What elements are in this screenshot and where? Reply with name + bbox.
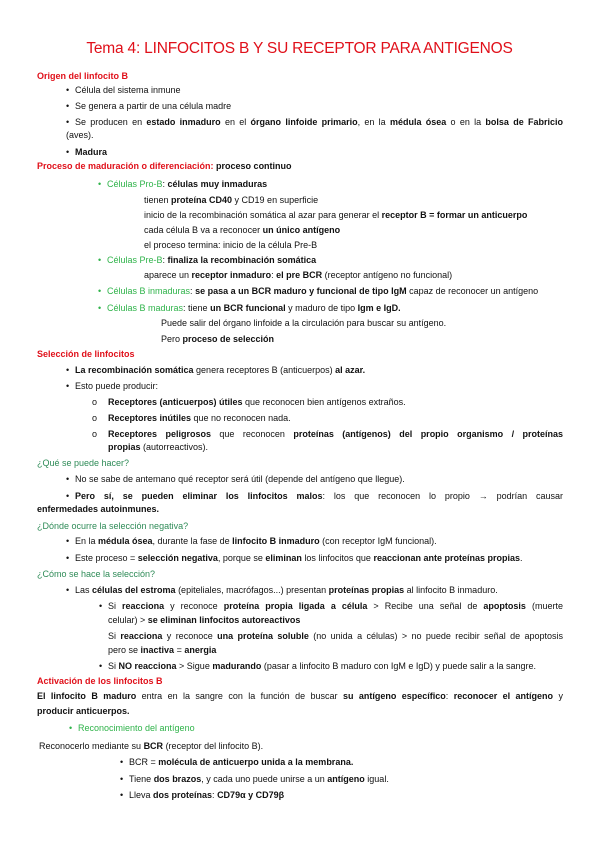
text-line-h-donde	[37, 520, 188, 532]
text-segment: y maduro de tipo	[285, 303, 358, 313]
bullet-icon: •	[98, 255, 102, 265]
bullet-icon: •	[99, 601, 103, 611]
text-segment: (aves).	[66, 130, 94, 140]
text-segment: se pasa a un BCR maduro y funcional de tipo IgM	[195, 286, 407, 296]
text-segment: el pre BCR	[276, 270, 323, 280]
bullet-icon: •	[99, 661, 103, 671]
text-segment: (epiteliales, macrófagos...) presentan	[175, 585, 329, 595]
text-segment: Pero	[161, 334, 183, 344]
text-segment: producir anticuerpos.	[37, 706, 130, 716]
text-segment: enfermedades autoinmunes.	[37, 504, 160, 514]
text-segment: y CD19 en superficie	[232, 195, 319, 205]
text-segment: (no unida a células) > no puede recibir señal de apoptosis	[308, 631, 563, 641]
text-segment: receptor inmaduro	[191, 270, 272, 280]
text-segment: órgano linfoide primario	[250, 117, 358, 127]
text-segment: Lleva	[129, 790, 154, 800]
text-segment: > Sigue	[176, 661, 213, 671]
text-line-d1	[66, 535, 437, 547]
text-segment: entra en la sangre con la función de buscar	[136, 691, 343, 701]
text-segment: Pero sí, se pueden eliminar los linfocitos malos	[75, 491, 323, 501]
text-line-p4	[98, 302, 401, 314]
text-segment: anergia	[184, 645, 217, 655]
text-segment: reacciona	[120, 631, 163, 641]
bullet-icon: •	[66, 117, 70, 127]
bullet-icon: •	[66, 474, 70, 484]
text-segment: que no reconocen nada.	[191, 413, 291, 423]
text-segment: : tiene	[183, 303, 211, 313]
text-line-c1b	[108, 630, 563, 642]
text-segment: selección negativa	[137, 553, 218, 563]
text-line-a3b	[120, 773, 389, 785]
text-line-a1b	[37, 705, 130, 717]
text-segment: proceso de selección	[182, 334, 275, 344]
text-segment: , porque se	[217, 553, 266, 563]
bullet-icon: •	[66, 585, 70, 595]
text-segment: Las	[75, 585, 93, 595]
text-line-s1	[66, 364, 365, 376]
text-line-o1	[66, 84, 181, 96]
text-segment: Igm e IgD.	[357, 303, 401, 313]
text-segment: receptor B = formar un anticuerpo	[381, 210, 528, 220]
text-line-o4	[66, 146, 107, 158]
text-segment: ¿Dónde ocurre la selección negativa?	[37, 521, 189, 531]
text-segment: :	[162, 179, 168, 189]
text-segment: : los que reconocen lo propio → podrían causar	[322, 491, 563, 501]
text-line-a3a	[120, 756, 353, 768]
text-segment: en el	[220, 117, 251, 127]
text-line-c1a	[99, 600, 563, 612]
text-segment: reacciona	[122, 601, 165, 611]
text-segment: (receptor antígeno no funcional)	[322, 270, 453, 280]
text-segment: :	[271, 270, 277, 280]
text-line-a1	[37, 690, 563, 702]
text-segment: Madura	[75, 147, 108, 157]
text-segment: un único antígeno	[262, 225, 341, 235]
text-segment: Receptores inútiles	[108, 413, 192, 423]
text-segment: pero se	[108, 645, 141, 655]
text-line-p2	[98, 254, 316, 266]
text-line-o3b	[66, 129, 94, 141]
text-line-c1a2	[108, 614, 300, 626]
text-segment: (muerte	[525, 601, 563, 611]
text-segment: eliminan	[265, 553, 302, 563]
text-segment: Células B maduras	[107, 303, 184, 313]
text-segment: proteína CD40	[171, 195, 233, 205]
text-segment: que reconocen bien antígenos extraños.	[242, 397, 406, 407]
bullet-icon: •	[98, 303, 102, 313]
bullet-icon: •	[66, 101, 70, 111]
text-line-o3	[66, 116, 563, 128]
text-segment: =	[174, 645, 185, 655]
text-segment: Células B inmaduras	[107, 286, 191, 296]
text-segment: Receptores (anticuerpos) útiles	[108, 397, 243, 407]
text-segment: Tiene	[129, 774, 154, 784]
text-segment: En la	[75, 536, 99, 546]
text-line-s2b	[92, 412, 291, 424]
text-segment: ¿Qué se puede hacer?	[37, 458, 130, 468]
text-line-p1d	[144, 239, 317, 251]
text-segment: aparece un	[144, 270, 192, 280]
text-segment: Proceso de maduración o diferenciación:	[37, 161, 217, 171]
bullet-icon: •	[66, 553, 70, 563]
text-line-h-proceso	[37, 160, 292, 172]
text-segment: proteínas (antígenos) del propio organismo / proteínas	[293, 429, 564, 439]
text-segment: celular) >	[108, 615, 148, 625]
text-segment: , en la	[357, 117, 390, 127]
bullet-icon: •	[66, 536, 70, 546]
bullet-icon: •	[66, 365, 70, 375]
text-segment: médula ósea	[389, 117, 447, 127]
text-segment: al azar.	[335, 365, 366, 375]
text-segment: inicio de la recombinación somática al azar para generar el	[144, 210, 382, 220]
text-segment: bolsa de Fabricio	[485, 117, 563, 127]
text-segment: proceso continuo	[216, 161, 292, 171]
text-line-p1a	[144, 194, 318, 206]
text-segment: proteínas propias	[328, 585, 405, 595]
text-segment: y reconoce	[164, 601, 224, 611]
text-segment: y	[553, 691, 563, 701]
page-title: Tema 4: LINFOCITOS B Y SU RECEPTOR PARA ANTIGENOS	[86, 40, 513, 57]
text-segment: ¿Cómo se hace la selección?	[37, 569, 156, 579]
text-segment: Este proceso =	[75, 553, 138, 563]
text-line-q2	[66, 490, 563, 502]
text-segment: dos brazos	[153, 774, 202, 784]
text-segment: Selección de linfocitos	[37, 349, 135, 359]
text-segment: No se sabe de antemano qué receptor será útil (depende del antígeno que llegue).	[75, 474, 405, 484]
text-segment: estado inmaduro	[146, 117, 221, 127]
text-line-p2a	[144, 269, 452, 281]
text-segment: molécula de anticuerpo unida a la membrana.	[158, 757, 354, 767]
text-segment: médula ósea	[98, 536, 153, 546]
text-line-q2b	[37, 503, 159, 515]
text-segment: un BCR funcional	[210, 303, 286, 313]
text-segment: Si	[108, 631, 121, 641]
bullet-icon: •	[66, 491, 70, 501]
text-line-a3	[39, 740, 263, 752]
bullet-icon: •	[66, 147, 70, 157]
text-segment: apoptosis	[483, 601, 526, 611]
bullet-icon: •	[66, 85, 70, 95]
text-segment: los linfocitos que	[301, 553, 374, 563]
text-segment: Se producen en	[75, 117, 147, 127]
text-segment: capaz de reconocer un antígeno	[406, 286, 539, 296]
text-segment: inactiva	[140, 645, 175, 655]
text-segment: dos proteínas	[153, 790, 213, 800]
text-line-c1	[66, 584, 498, 596]
text-line-h-activacion	[37, 675, 163, 687]
bullet-icon: •	[66, 381, 70, 391]
text-segment: al linfocito B inmaduro.	[404, 585, 498, 595]
text-line-s2c	[92, 428, 563, 440]
text-segment: reconocer el antígeno	[453, 691, 554, 701]
text-line-s2	[66, 380, 158, 392]
bullet-icon: •	[120, 774, 124, 784]
text-segment: :	[212, 790, 218, 800]
text-line-p3	[98, 285, 538, 297]
text-segment: CD79α y CD79β	[217, 790, 285, 800]
bullet-icon: •	[120, 790, 124, 800]
text-segment: Esto puede producir:	[75, 381, 159, 391]
text-segment: Activación de los linfocitos B	[37, 676, 163, 686]
text-segment: :	[445, 691, 454, 701]
text-segment: El linfocito B maduro	[37, 691, 137, 701]
text-segment: NO reacciona	[118, 661, 177, 671]
text-line-s2a	[92, 396, 406, 408]
circle-bullet-icon: o	[92, 413, 98, 423]
text-segment: cada célula B va a reconocer	[144, 225, 263, 235]
text-line-c1b2	[108, 644, 216, 656]
text-segment: tienen	[144, 195, 172, 205]
circle-bullet-icon: o	[92, 397, 98, 407]
text-segment: :	[190, 286, 196, 296]
text-segment: Origen del linfocito B	[37, 71, 129, 81]
text-segment: Reconocimiento del antígeno	[78, 723, 195, 733]
text-line-a3c	[120, 789, 284, 801]
text-segment: una proteína soluble	[217, 631, 309, 641]
text-line-h-como	[37, 568, 155, 580]
text-segment: La recombinación somática	[75, 365, 194, 375]
text-segment: Puede salir del órgano linfoide a la circulación para buscar su antígeno.	[161, 318, 447, 328]
text-segment: Receptores peligrosos	[108, 429, 211, 439]
text-segment: BCR	[143, 741, 164, 751]
bullet-icon: •	[120, 757, 124, 767]
text-segment: :	[162, 255, 168, 265]
text-segment: linfocito B inmaduro	[232, 536, 320, 546]
text-segment: (autorreactivos).	[140, 442, 209, 452]
text-segment: madurando	[212, 661, 262, 671]
text-segment: finaliza la recombinación somática	[167, 255, 317, 265]
text-segment: células muy inmaduras	[167, 179, 268, 189]
text-line-d2	[66, 552, 523, 564]
text-line-h-que	[37, 457, 129, 469]
text-segment: Célula del sistema inmune	[75, 85, 181, 95]
text-segment: > Recibe una señal de	[367, 601, 484, 611]
text-line-c1c	[99, 660, 536, 672]
text-segment: Células Pre-B	[107, 255, 163, 265]
bullet-icon: •	[98, 286, 102, 296]
text-segment: , durante la fase de	[152, 536, 233, 546]
text-segment: igual.	[364, 774, 389, 784]
text-segment: células del estroma	[92, 585, 176, 595]
text-line-q1	[66, 473, 405, 485]
text-segment: (receptor del linfocito B).	[163, 741, 264, 751]
text-segment: BCR =	[129, 757, 159, 767]
bullet-icon: •	[69, 723, 73, 733]
text-line-p4a	[161, 317, 446, 329]
text-segment: (con receptor IgM funcional).	[319, 536, 437, 546]
text-segment: .	[519, 553, 523, 563]
text-segment: genera receptores B (anticuerpos)	[193, 365, 336, 375]
text-segment: propias	[108, 442, 141, 452]
text-line-h-seleccion	[37, 348, 135, 360]
text-segment: antígeno	[327, 774, 365, 784]
circle-bullet-icon: o	[92, 429, 98, 439]
text-segment: Células Pro-B	[107, 179, 163, 189]
text-segment: Si	[108, 661, 119, 671]
text-segment: que reconocen	[210, 429, 294, 439]
text-segment: o en la	[446, 117, 486, 127]
text-line-s2c2	[108, 441, 208, 453]
text-line-h-origen	[37, 70, 128, 82]
bullet-icon: •	[98, 179, 102, 189]
text-segment: el proceso termina: inicio de la célula Pre-B	[144, 240, 318, 250]
text-segment: Si	[108, 601, 123, 611]
text-segment: se eliminan linfocitos autoreactivos	[147, 615, 301, 625]
text-line-o2	[66, 100, 231, 112]
text-segment: y reconoce	[162, 631, 218, 641]
text-line-p4b	[161, 333, 274, 345]
text-segment: , y cada uno puede unirse a un	[201, 774, 328, 784]
text-line-p1b	[144, 209, 527, 221]
text-segment: reaccionan ante proteínas propias	[373, 553, 520, 563]
text-line-p1	[98, 178, 267, 190]
text-segment: su antígeno específico	[342, 691, 446, 701]
text-segment: proteína propia ligada a célula	[223, 601, 368, 611]
text-segment: Se genera a partir de una célula madre	[75, 101, 232, 111]
text-line-p1c	[144, 224, 340, 236]
text-segment: (pasar a linfocito B maduro con IgM e IgD) y puede salir a la sangre.	[261, 661, 536, 671]
text-line-a2	[69, 722, 195, 734]
text-segment: Reconocerlo mediante su	[39, 741, 144, 751]
